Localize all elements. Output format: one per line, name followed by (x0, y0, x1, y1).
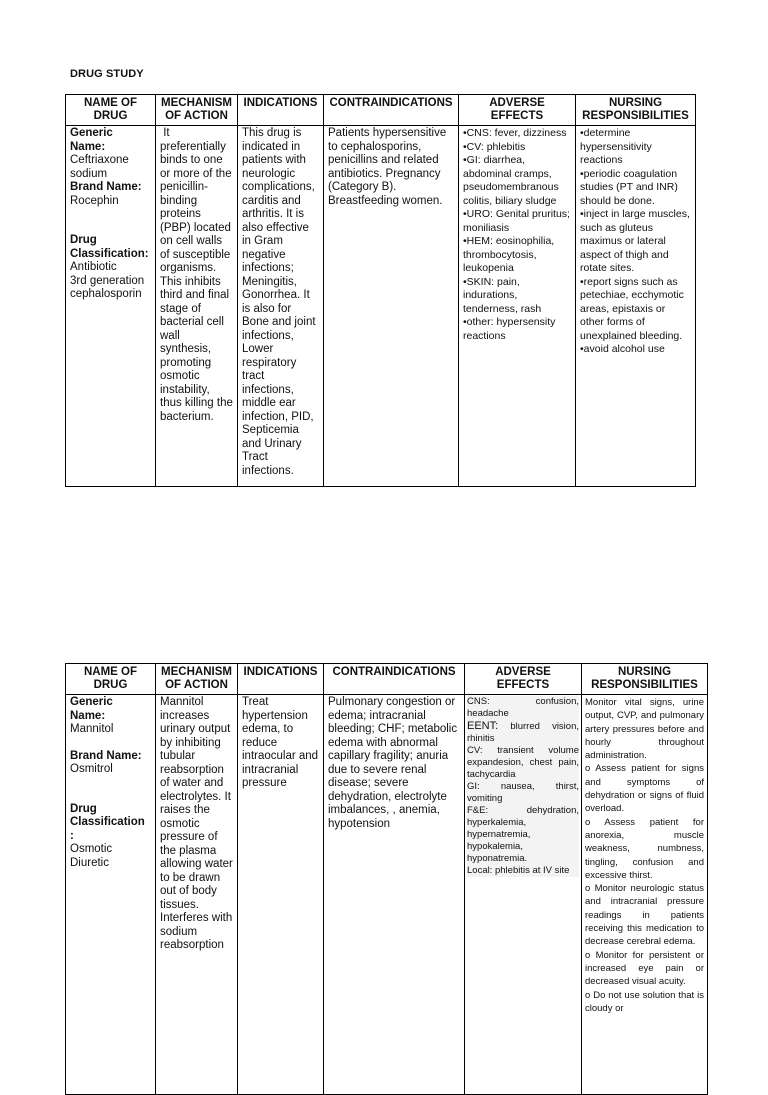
header-nursing-responsibilities: NURSING RESPONSIBILITIES (582, 664, 708, 695)
contraindications-cell: Patients hypersensitive to cephalosporins, penicillins and related antibiotics. Pregnancy (Category B). Breastfeeding women. (324, 126, 459, 487)
generic-name-value: Ceftriaxone sodium (70, 154, 129, 180)
nursing-item: Monitor vital signs, urine output, CVP, and pulmonary artery pressures before and hourly throughout administration. (585, 697, 704, 762)
brand-name-label: Brand Name: (70, 749, 142, 762)
nursing-item: •avoid alcohol use (580, 343, 665, 355)
drug-classification-value: Osmotic Diuretic (70, 843, 113, 869)
adverse-effects-cell (459, 126, 576, 487)
brand-name-value: Rocephin (70, 194, 119, 207)
nursing-item: o Do not use solution that is cloudy or (585, 989, 704, 1014)
drug-classification-value: Antibiotic (70, 261, 117, 273)
header-indications: INDICATIONS (238, 664, 324, 695)
table-header-row (66, 664, 708, 695)
drug-classification-label: Drug Classification : (70, 802, 145, 842)
table-row (66, 695, 708, 1095)
indications-cell: Treat hypertension edema, to reduce intraocular and intracranial pressure (238, 695, 324, 1095)
adverse-effect-item: •GI: diarrhea, abdominal cramps, pseudomembranous colitis, biliary sludge (463, 154, 559, 207)
contraindications-cell: Pulmonary congestion or edema; intracranial bleeding; CHF; metabolic edema with abnormal capillary fragility; anuria due to severe renal disease; severe dehydration, electrolyte imbalances, , anemia, hypotension (324, 695, 465, 1095)
mechanism-cell: It preferentially binds to one or more of the penicillin-binding proteins (PBP) located on cell walls of susceptible organisms. This inhibits third and final stage of bacterial cell wall synthesis, promoting osmotic instability, thus killing the bacterium. (156, 126, 238, 487)
nursing-item: •periodic coagulation studies (PT and INR) should be done. (580, 167, 678, 207)
adverse-effect-item: •URO: Genital pruritus; moniliasis (463, 208, 570, 234)
header-nursing-responsibilities: NURSING RESPONSIBILITIES (576, 95, 696, 126)
adverse-effect-item: F&E: dehydration, hyperkalemia, hypernatremia, hypokalemia, hyponatremia. (467, 805, 579, 864)
adverse-effect-item: GI: nausea, thirst, vomiting (467, 781, 579, 804)
drug-classification-label: Drug Classification: (70, 234, 149, 260)
generic-name-label: Generic Name: (70, 127, 113, 153)
adverse-effect-item: •HEM: eosinophilia, thrombocytosis, leukopenia (463, 235, 555, 274)
nursing-responsibilities-cell (582, 695, 708, 1095)
header-name-of-drug: NAME OF DRUG (66, 664, 156, 695)
drug-name-cell (66, 126, 156, 487)
adverse-effect-item: •other: hypersensity reactions (463, 316, 556, 342)
adverse-eent-value: blurred vision, rhinitis (467, 721, 579, 744)
adverse-effects-cell (465, 695, 582, 1095)
nursing-responsibilities-cell (576, 126, 696, 487)
adverse-effect-item: •CV: phlebitis (463, 140, 526, 153)
generic-name-value: Mannitol (70, 723, 114, 735)
adverse-effect-item: •CNS: fever, dizziness (463, 127, 567, 139)
header-adverse-effects: ADVERSE EFFECTS (459, 95, 576, 126)
mechanism-cell: Mannitol increases urinary output by inhibiting tubular reabsorption of water and electrolytes. It raises the osmotic pressure of the plasma allowing water to be drawn out of body tissues. Interferes with sodium reabsorption (156, 695, 238, 1095)
adverse-eent-label: EENT: (467, 720, 499, 732)
drug-study-table-ceftriaxone (65, 94, 696, 487)
drug-name-cell (66, 695, 156, 1095)
generic-name-label: Generic Name: (70, 696, 113, 722)
page-title: DRUG STUDY (70, 68, 144, 80)
nursing-item: o Monitor for persistent or increased eye pain or decreased visual acuity. (585, 949, 704, 988)
drug-study-table-mannitol (65, 663, 708, 1095)
table-header-row (66, 95, 696, 126)
nursing-item: o Assess patient for anorexia, muscle weakness, numbness, tingling, confusion and excessive thirst. (585, 816, 704, 881)
drug-classification-subvalue: 3rd generation cephalosporin (70, 274, 145, 300)
brand-name-value: Osmitrol (70, 763, 113, 775)
adverse-effect-item: CNS: confusion, headache (467, 696, 579, 719)
indications-cell: This drug is indicated in patients with neurologic complications, carditis and arthritis. It is also effective in Gram negative infections; Meningitis, Gonorrhea. It is also for Bone and joint infections, Lower respiratory tract infections, middle ear infection, PID, Septicemia and Urinary Tract infections. (238, 126, 324, 487)
adverse-effect-item: CV: transient volume expandesion, chest pain, tachycardia (467, 745, 579, 780)
adverse-effect-item: Local: phlebitis at IV site (467, 865, 570, 876)
brand-name-label: Brand Name: (70, 181, 142, 193)
table-row (66, 126, 696, 487)
header-mechanism: MECHANISM OF ACTION (156, 664, 238, 695)
nursing-item: •report signs such as petechiae, ecchymotic areas, epistaxis or other forms of unexplained bleeding. (580, 275, 684, 342)
header-contraindications: CONTRAINDICATIONS (324, 664, 465, 695)
adverse-effect-item: •SKIN: pain, indurations, tenderness, rash (463, 275, 542, 315)
header-adverse-effects: ADVERSE EFFECTS (465, 664, 582, 695)
nursing-item: o Assess patient for signs and symptoms of dehydration or signs of fluid overload. (585, 763, 704, 815)
nursing-item: •determine hypersensitivity reactions (580, 127, 652, 166)
nursing-item: •inject in large muscles, such as gluteus maximus or lateral aspect of thigh and rotate sites. (580, 208, 690, 274)
header-mechanism: MECHANISM OF ACTION (156, 95, 238, 126)
header-contraindications: CONTRAINDICATIONS (324, 95, 459, 126)
nursing-item: o Monitor neurologic status and intracranial pressure readings in patients receiving this medication to decrease cerebral edema. (585, 883, 704, 948)
header-name-of-drug: NAME OF DRUG (66, 95, 156, 126)
header-indications: INDICATIONS (238, 95, 324, 126)
